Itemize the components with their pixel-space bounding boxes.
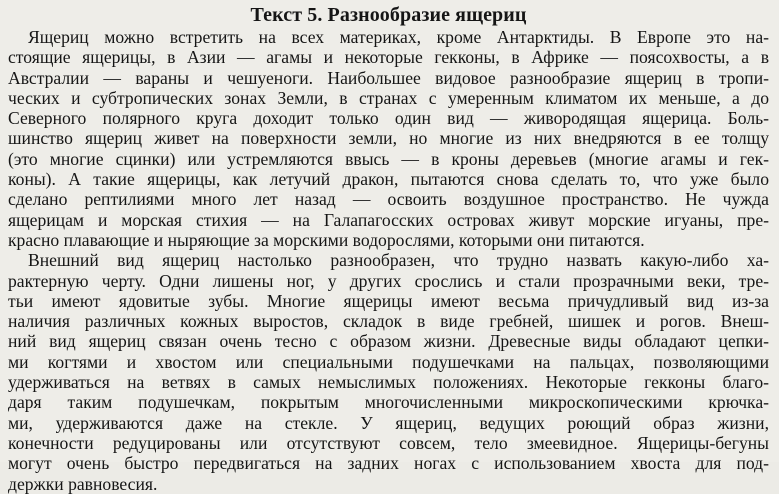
text-line: держки равновесия. [8, 473, 158, 494]
text-line: Внешний вид ящериц настолько разнообразен, что трудно назвать какую-либо ха- [28, 250, 769, 271]
text-line: коны). А такие ящерицы, как летучий дракон, пытаются снова сделать то, что уже было [8, 169, 769, 190]
document-title: Текст 5. Разнообразие ящериц [250, 4, 527, 26]
text-line: ящерицам и морская стихия — на Галапагосских островах живут морские игуаны, пре- [8, 209, 769, 230]
paragraph [8, 27, 769, 250]
text-line: ми, удерживаются даже на стекле. У ящериц, ведущих роющий образ жизни, [8, 412, 769, 433]
text-line: даря таким подушечкам, покрытым многочисленными микроскопическими крючка- [8, 392, 769, 413]
text-line: ческих и субтропических зонах Земли, в странах с умеренным климатом их меньше, а до [8, 87, 769, 108]
text-line: могут очень быстро передвигаться на задних ногах с использованием хвоста для под- [8, 453, 769, 474]
text-line: Северного полярного круга доходит только один вид — живородящая ящерица. Боль- [8, 108, 769, 129]
text-line: красно плавающие и ныряющие за морскими водорослями, которыми они питаются. [8, 229, 645, 250]
text-line: Ящериц можно встретить на всех материках, кроме Антарктиды. В Европе это на- [28, 27, 769, 47]
paragraph [8, 250, 769, 494]
text-line: сделано рептилиями много лет назад — освоить воздушное пространство. Не чужда [8, 189, 769, 210]
text-line: тьи имеют ядовитые зубы. Многие ящерицы имеют весьма причудливый вид из-за [8, 290, 769, 311]
text-line: наличия различных кожных выростов, складок в виде гребней, шишек и рогов. Внеш- [8, 311, 769, 332]
text-line: удерживаться на ветвях в самых немыслимых положениях. Некоторые гекконы благо- [8, 372, 769, 393]
text-line: рактерную черту. Одни лишены ног, у других срослись и стали прозрачными веки, тре- [8, 270, 769, 291]
document-body [8, 27, 769, 494]
text-line: стоящие ящерицы, в Азии — агамы и некоторые гекконы, в Африке — поясохвосты, а в [8, 47, 769, 68]
text-line: ний вид ящериц связан очень тесно с образом жизни. Древесные виды обладают цепки- [8, 331, 769, 352]
text-line: Австралии — вараны и чешуеноги. Наибольшее видовое разнообразие ящериц в тропи- [8, 67, 769, 88]
text-line: конечности редуцированы или отсутствуют совсем, тело змеевидное. Ящерицы-бегуны [8, 432, 769, 453]
text-line: (это многие сцинки) или устремляются ввысь — в кроны деревьев (многие агамы и гек- [8, 148, 769, 169]
text-line: ми когтями и хвостом или специальными подушечками на пальцах, позволяющими [8, 351, 769, 372]
text-line: шинство ящериц живет на поверхности земли, но многие из них внедряются в ее толщу [8, 128, 769, 149]
